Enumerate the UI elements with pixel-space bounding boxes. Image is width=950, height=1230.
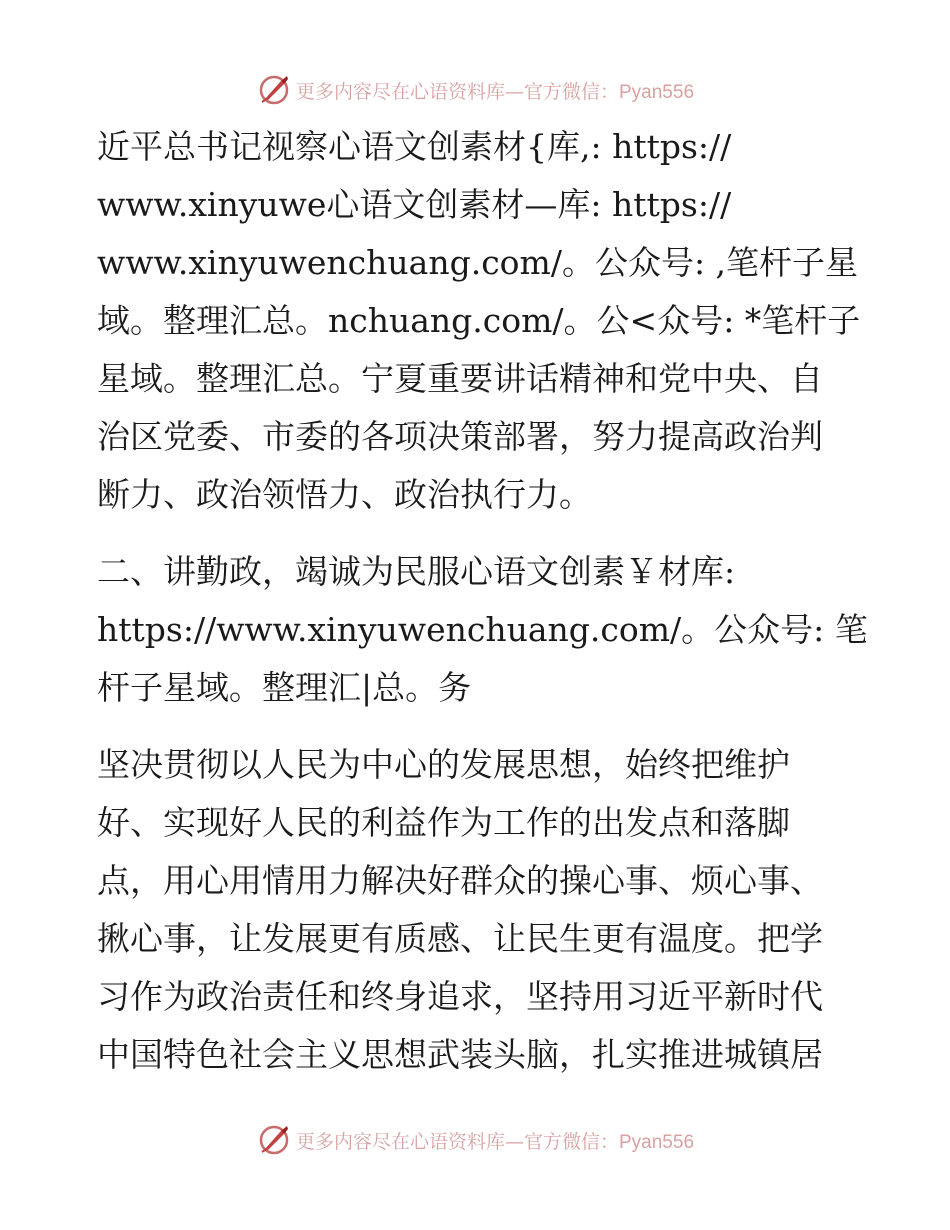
banner-text (296, 1127, 694, 1154)
text-line: 断力、政治领悟力、政治执行力。 (97, 475, 592, 514)
text-line: 域。整理汇总。nchuang.com/。公<众号: *笔杆子 (97, 301, 861, 340)
text-line: 习作为政治责任和终身追求，坚持用习近平新时代 (97, 977, 823, 1016)
text-line: 近平总书记视察心语文创素材{库,: https:// (97, 127, 732, 166)
header-watermark-banner (0, 70, 950, 110)
paragraph-3 (97, 736, 857, 1084)
text-line: 揪心事，让发展更有质感、让民生更有温度。把学 (97, 919, 823, 958)
banner-text (296, 77, 694, 104)
banner-caption: 更多内容尽在心语资料库—官方微信： (295, 80, 619, 103)
text-line: www.xinyuwenchuang.com/。公众号: ,笔杆子星 (97, 243, 859, 282)
quill-pen-logo-icon (256, 1122, 292, 1158)
paragraph-1 (97, 118, 861, 524)
text-line: 中国特色社会主义思想武装头脑，扎实推进城镇居 (97, 1035, 823, 1074)
quill-pen-logo-icon (256, 72, 292, 108)
text-line: 杆子星域。整理汇|总。务 (97, 668, 472, 707)
paragraph-2 (97, 543, 868, 717)
text-line: https://www.xinyuwenchuang.com/。公众号: 笔 (97, 610, 868, 649)
text-line: 好、实现好人民的利益作为工作的出发点和落脚 (97, 803, 790, 842)
text-line: 点，用心用情用力解决好群众的操心事、烦心事、 (97, 861, 823, 900)
section-heading-line: 二、讲勤政，竭诚为民服心语文创素￥材库: (97, 552, 736, 591)
text-line: www.xinyuwe心语文创素材—库: https:// (97, 185, 732, 224)
banner-wechat-handle: Pyan556 (619, 1131, 695, 1153)
footer-watermark-banner (0, 1120, 950, 1160)
text-line: 星域。整理汇总。宁夏重要讲话精神和党中央、自 (97, 359, 823, 398)
banner-wechat-handle: Pyan556 (619, 81, 695, 103)
banner-caption: 更多内容尽在心语资料库—官方微信： (295, 1130, 619, 1153)
text-line: 坚决贯彻以人民为中心的发展思想，始终把维护 (97, 745, 790, 784)
text-line: 治区党委、市委的各项决策部署，努力提高政治判 (97, 417, 823, 456)
